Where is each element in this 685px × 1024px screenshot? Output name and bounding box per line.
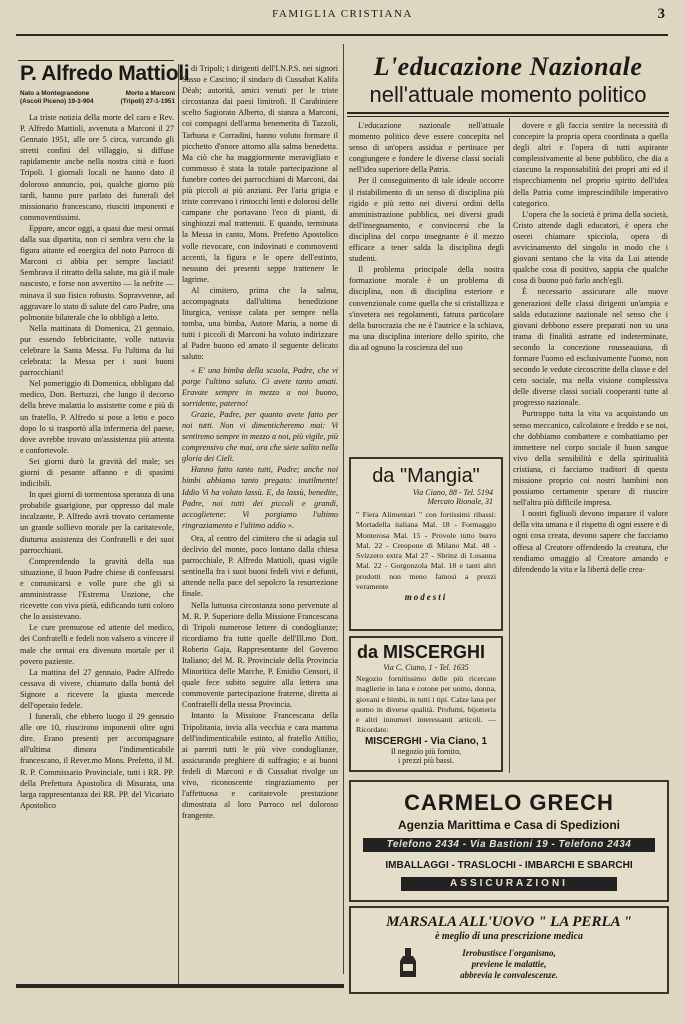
died-place-date: (Tripoli) 27-1-1951 [120, 98, 175, 105]
column-divider [509, 118, 510, 773]
bottle-icon [397, 948, 419, 978]
column-divider [178, 64, 179, 984]
paragraph: Nella luttuosa circostanza sono pervenute al M. R. P. Superiore della Missione Francescana di Tripoli numerose lettere di condoglianze; ricordiamo fra tutte quelle dell'Ill.mo Dott. Roberto Gaja, Rappresentante del Governo Italiano; del M. R. Provinciale della Provincia Minoritica delle Marche, P. Emidio Censori, il quale fece subito seguire alla lettera una commovente partecipazione fraterne, diretta ai Confratelli della stessa Provincia. [182, 600, 338, 710]
paragraph: I nostri figliuoli devono imparare il valore della vita umana e il rispetto di ogni essere e di ogni cosa creata, devono sapere che facciamo offesa al Creatore offendendo la creatura, che rendiamo omaggio al Creatore amando e difendendo la vita e la libertà delle crea- [513, 509, 668, 574]
paragraph: Per il conseguimento di tale ideale occorre il ristabilimento di un senso di disciplina più rigido e più retto nei diversi ordini della amministrazione pubblica, nei diversi gradi dell'insegnamento, e convincersi che la disciplina del corpo insegnante è il mezzo efficace a tener salda la disciplina degli studenti. [349, 176, 504, 264]
ad-misserghi-title: da MISCERGHI [357, 642, 486, 662]
child-farewell-quote [182, 365, 338, 531]
born-place-date: (Ascoli Piceno) 19-3-904 [20, 98, 94, 105]
editorial-column-2 [513, 120, 668, 772]
ad-misserghi-name-line: MISCERGHI - Via Ciano, 1 [364, 735, 488, 747]
ad-marsala-title: MARSALA ALL'UOVO " LA PERLA " [386, 914, 632, 930]
paragraph: Ora, al centro del cimitero che si adagia sul declivio del monte, poco lontano dalla chiesa parrocchiale, P. Alfredo Mattioli, quasi vigile sentinella fra i suoi buoni fedeli vivi e defunti, attende nella pace del sepolcro la resurrezione finale. [182, 533, 338, 599]
page-header [0, 4, 685, 36]
ad-grech-name: CARMELO GRECH [404, 790, 614, 815]
ad-marsala-line3: abbrevia le convalescenze. [460, 970, 558, 980]
obituary-dates [20, 90, 175, 108]
paragraph: dovere e gli faccia sentire la necessità di concepire la propria opera coordinata a quella degli altri e l'opera di tutti aspirante complessivamente al bene pubblico, che dia a ciascuno la responsabilità dei propri atti ed il rispecchiamento nel proprio spirito dell'idea della Patria come imprescindibile imperativo categorico. [513, 121, 668, 208]
paragraph: di Tripoli; i dirigenti dell'I.N.P.S. nei signori Sasso e Cascino; il sindaco di Cussabat Kalifa Dèab; autorità, amici venuti per le triste circostanza dai paesi limitrofi. Il Carabiniere scelto Sagiorato Alberto, di stanza a Marconi, coi compagni dell'arma benemerita di Tazzoli, Tarhuna e Corradini, hanno voluto formare il picchetto d'onore attorno alla salma benedetta. Ma ciò che ha maggiormente meravigliato e commosso è stata la totale partecipazione al funebre corteo dei parrocchiani di Marconi, dai più piccoli ai più anziani. Per l'aria grigia e triste correvano i rintocchi lenti e dolorosi delle campane che portavano l'eco di pianti, di singhiozzi mal trattenuti. E quando, terminata la Messa in canto, Mons. Prefetto Apostolico volle rievocare, con indovinati e commoventi accenti, la figura e le opere dell'estinto, nessuno dei presenti seppe trattenere le lagrime. [182, 64, 338, 284]
ad-misserghi-closing2: i prezzi più bassi. [398, 755, 454, 765]
paragraph: L'educazione nazionale nell'attuale momento politico deve essere concepita nel senso di un'opera assidua e pertinace per congiungere e fondere le diverse classi sociali nell'idea superiore della Patria. [349, 121, 504, 175]
page-number: 3 [657, 6, 665, 22]
ad-grech-services: IMBALLAGGI - TRASLOCHI - IMBARCHI E SBARCHI [385, 860, 633, 871]
ad-mangia-tagline: modesti [404, 592, 448, 603]
editorial-title-line1: L'educazione Nazionale [373, 52, 643, 81]
column-divider [343, 44, 344, 974]
paragraph: Purtroppo tutta la vita va acquistando un senso meccanico, calcolatore e freddo e se noi, che dobbiamo combattere e combattiamo per immettere nel corpo sociale il buon sangue vivo della sensibilità e della spiritualità cristiana, ci facciamo traditori di questa missione proprio coi nostri bambini non possiamo certamente sperare di riuscire nell'altra più difficile impresa. [513, 409, 668, 508]
obituary-column-1 [20, 112, 174, 980]
ad-mangia-title: da "Mangia" [372, 465, 480, 487]
paragraph: Eppure, ancor oggi, a quasi due mesi ormai dalla sua dipartita, non ci sembra vero che la figura aitante ed energica del noto Parroco di Marconi ci abbia per sempre lasciati! Sembrava il ritratto della salute, ma già il male nascosto, e forse non avvertito — la nefrite — minava il suo fisico robusto. Sopravvenne, ad aggravare lo stato di salute del caro Padre, una polmonite bilaterale che lo obbligò a letto. [20, 223, 174, 322]
paragraph: Hanno fatto tanto tutti, Padre; anche noi bimbi abbiamo tanto pregato: inutilmente! Iddio Vi ha voluto lassù. E, da lassù, benedite, Padre, noi tutti dei piccoli e grandi, accoglietene: Vi porgiamo l'ultimo ringraziamento e l'ultimo addio ». [182, 465, 338, 530]
magazine-title: FAMIGLIA CRISTIANA [272, 8, 413, 20]
paragraph: Nel pomeriggio di Domenica, obbligato dal medico, Dott. Bertuzzi, che lungo il decorso della breve malattia lo assistette come e più di un fratello, P. Alfredo si pose a letto e poco dopo lo si trasportò alla infermeria del paese, dove avrebbe trovato un'assistenza più attenta e confortevole. [20, 379, 174, 455]
paragraph: Al cimitero, prima che la salma, accompagnata dall'ultima benedizione liturgica, venisse calata per sempre nella tomba, una bimba, Autore Maria, a nome di tutti i piccoli di Marconi ha voluto indirizzare al Padre buono ed amato il seguente delicato saluto: [182, 285, 338, 362]
ad-grech-subtitle: Agenzia Marittima e Casa di Spedizioni [397, 818, 621, 832]
paragraph: Il problema principale della nostra formazione morale è un problema di disciplina, non di disciplina esteriore e convenzionale come quella che si cristallizza e s'invetera nei regolamenti, fattura particolare della burocrazia che ne è l'autrice e la schiava, ma una disciplina interiore dello spirito, che dia ad ognuno la coscienza del suo [349, 265, 504, 352]
ad-marsala-line1: Irrobustisce l'organismo, [462, 948, 556, 958]
paragraph: Comprendendo la gravità della sua situazione, il buon Padre chiese di confessarsi e comunicarsi e volle pure che gli si amministrasse l'Estrema Unzione, che ricevette con viva pietà, edificando tutti coloro che lo assistevano. [20, 556, 174, 622]
ad-misserghi [349, 636, 503, 772]
ad-mangia-market: Mercato Rionale, 31 [427, 497, 493, 506]
paragraph: Nella mattinata di Domenica, 21 gennaio, pur essendo febbricitante, volle tuttavia celebrare la Santa Messa. Fu l'ultima da lui celebrata: la Messa per i suoi buoni parrocchiani! [20, 323, 174, 378]
title-rule [18, 60, 174, 61]
paragraph: « E' una bimba della scuola, Padre, che vi porge l'ultimo saluto. Ci avete tanto amati. Eravate sempre in mezzo a noi buono, sorridente, paterno! [182, 365, 338, 408]
bottom-rule [16, 984, 344, 988]
ad-grech-phones: Telefono 2434 - Via Bastioni 19 - Telefono 2434 [363, 838, 655, 852]
editorial-rule [347, 112, 669, 114]
ad-misserghi-address: Via C. Ciano, 1 - Tel. 1635 [383, 663, 469, 672]
ad-grech-insurance: ASSICURAZIONI [401, 877, 617, 891]
ad-marsala-subtitle: è meglio di una prescrizione medica [434, 931, 584, 942]
header-rule [16, 34, 668, 36]
paragraph: La mattina del 27 gennaio, Padre Alfredo cessava di vivere, chiamato dalla bontà del Signore a ricevere la giusta mercede dell'operaio fedele. [20, 667, 174, 710]
paragraph: Intanto la Missione Francescana della Tripolitania, invia alla vecchia e cara mamma dell'indimenticabile estinto, al fratello Attilio, ai parenti tutti le più vive condoglianze, assicurando preghiere di suffragio; e ai buoni fedeli di Marconi e di Cussabat rivolge un vivo, riconoscente ringraziamento per l'affettuosa e caritatevole prestazione dimostrata al loro Parroco nel doloroso frangente. [182, 711, 338, 821]
editorial-rule [347, 116, 669, 117]
died-label: Morto a Marconi [125, 90, 175, 97]
born-label: Nato a Montegrandone [20, 90, 90, 97]
paragraph: Grazie, Padre, per quanto avete fatto per noi tutti. Non vi dimenticheremo mai: Vi sentiremo sempre in mezzo a noi, più vigile, più comprensivo che mai, ora che siete salito nella gloria dei Cieli. [182, 409, 338, 464]
editorial-title-line2: nell'attuale momento politico [369, 82, 647, 107]
obituary-title: P. Alfredo Mattioli [20, 62, 190, 85]
ad-misserghi-closing1: Il negozio più fornito, [390, 746, 462, 756]
obituary-text-2b [182, 533, 338, 821]
obituary-text-2a [182, 63, 338, 363]
paragraph: Sei giorni durò la gravità del male; sei giorni di pesante affanno e di spasimi indicibili. [20, 456, 174, 489]
paragraph: La triste notizia della morte del caro e Rev. P. Alfredo Mattioli, avvenuta a Marconi il 27 Gennaio 1951, alle ore 5 circa, varcando gli stretti confini del villaggio, si diffuse rapidamente anche nella nostra città e fuori Tripoli. I giornali locali ne hanno dato il doloroso annuncio, poi, qualche giorno più tardi, hanno pure parlato dei funerali del missionario francescano, riusciti imponenti e commoventissimi. [20, 113, 174, 222]
ad-misserghi-text: Negozio fornitissimo delle più ricercate maglierie in lana e cotone per uomo, donna, giovani e bimbi, in tutti i tipi. Calze lana per uomo in diverse qualità. Profumi, bijotteria e altri innumeri interessanti articoli. — Ricordate: [356, 674, 496, 735]
ad-marsala [349, 906, 669, 994]
ad-mangia-text: " Fiera Alimentari " con fortissimi ribassi: Mortadella italiana Mal. 18 - Formaggio Monterosa Mal. 15 - Provole tutto burro Mal. 22 - Creopone di Milano Mal. 48 - Svizzero extra Mal 27 - Sbrinz di Losanna Mal. 22 - Gorgonzola Mal. 18 e tanti altri prodotti non meno famosi a prezzi veramente [356, 510, 496, 592]
paragraph: L'opera che la società è prima della società, Cristo attende dagli educatori, è opera che oserei chiamare spicciola, opera di avvicinamento del singolo in modo che i giovani sentano che la vita da Lui attende qualche cosa di positivo, sappia che qualche cosa di buono può farlo anch'egli. [513, 209, 668, 286]
paragraph: I funerali, che ebbero luogo il 29 gennaio alle ore 10, riuscirono imponenti oltre ogni dire. Erano presenti per accompagnare all'ultima dimora l'indimenticabile francescano, il Rever.mo Mons. Prefetto, il M. R. P. Commissario Provinciale, tutti i RR. PP. della Prefettura Apostolica di Misurata, una larga rappresentanza dei RR. PP. del Vicariato Apostolico [20, 712, 174, 810]
paragraph: In quei giorni di tormentosa speranza di una probabile guarigione, pur oppresso dal male incalzante, P. Alfredo avrà trovato certamente un grande sollievo morale per la caritatevole, diuturna assistenza dei Confratelli e dei suoi parrocchiani. [20, 490, 174, 555]
paragraph: Le cure premurose ed attente del medico, dei Confratelli e fedeli non valsero a vincere il male che ormai era divenuto mortale per il povero paziente. [20, 623, 174, 666]
ad-grech [349, 780, 669, 902]
ad-mangia [349, 457, 503, 631]
ad-marsala-line2: previene le malattie, [471, 959, 547, 969]
obituary-column-2 [182, 63, 338, 983]
ad-mangia-address: Via Ciano, 88 - Tel. 5194 [412, 488, 493, 497]
editorial-column-1 [349, 120, 504, 450]
paragraph: È necessario assicurare alle nuove generazioni delle classi dirigenti un'ampia e salda educazione nazionale nel senso che i giovani debbono essere preparati non su una trama di finalità astratte ed indeterminate, secondo la concezione rousseauiana, di formare l'uomo ed esclusivamente l'uomo, non secondo le vedute circoscritte della classe e del ceto sociale, ma nella visione complessiva delle diverse classi sociali cooperanti tutte al progresso nazionale. [513, 287, 668, 408]
